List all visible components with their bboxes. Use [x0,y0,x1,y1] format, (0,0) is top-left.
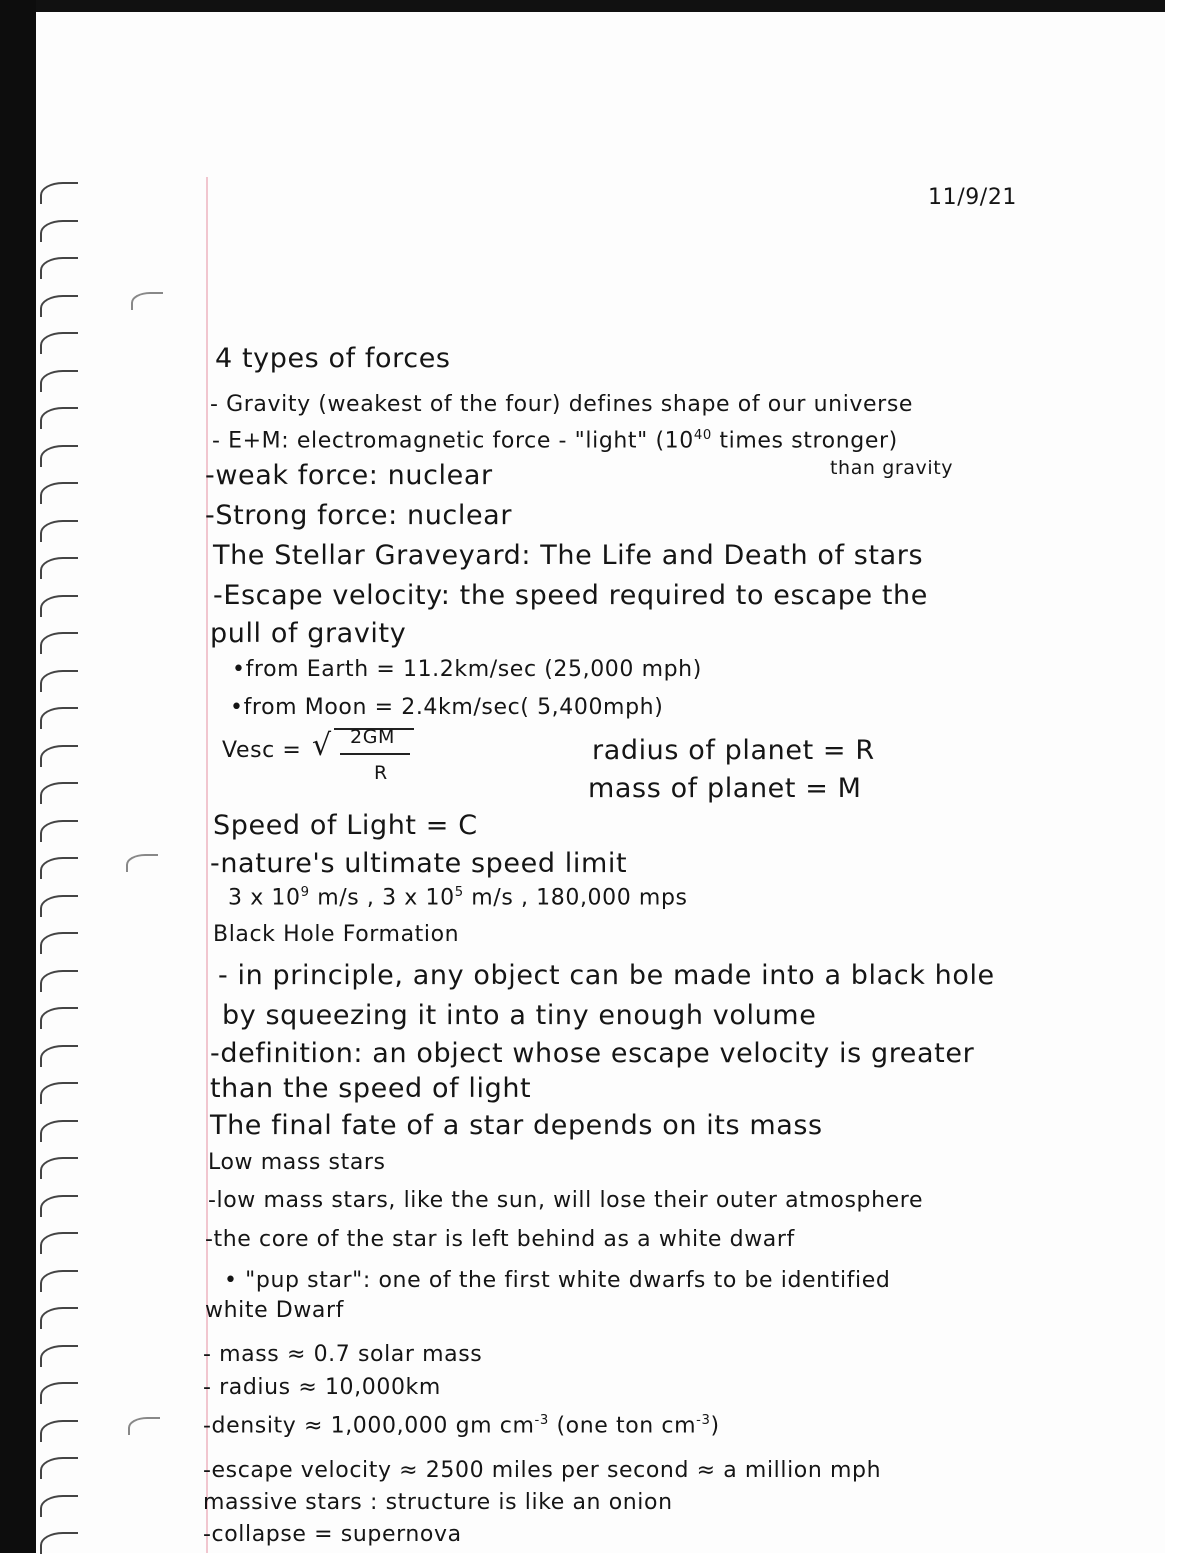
formula-lhs: Vesc = [222,738,302,763]
binding-hole [40,1120,78,1142]
binding-hole [40,632,78,654]
binding-hole [40,820,78,842]
binding-hole [40,445,78,467]
binding-mark [131,292,163,310]
note-line: - radius ≈ 10,000km [203,1375,441,1400]
note-line: - mass ≈ 0.7 solar mass [203,1342,483,1367]
binding-hole [40,557,78,579]
note-line: massive stars : structure is like an onion [203,1490,673,1515]
binding-hole [40,1232,78,1254]
sqrt-sign: √ [312,728,332,763]
binding-hole [40,1157,78,1179]
binding-hole [40,1532,78,1554]
formula-denominator: R [374,762,388,784]
binding-hole [40,1457,78,1479]
note-line: -low mass stars, like the sun, will lose their outer atmosphere [208,1188,924,1213]
note-line: -nature's ultimate speed limit [210,848,628,879]
binding-hole [40,895,78,917]
binding-hole [40,257,78,279]
scan-left-edge [0,0,36,1553]
binding-mark [128,1417,160,1435]
binding-hole [40,295,78,317]
note-line: Black Hole Formation [213,922,460,947]
binding-hole [40,1045,78,1067]
note-line: Low mass stars [208,1150,386,1175]
note-line: • "pup star": one of the first white dwarfs to be identified [224,1268,891,1293]
binding-hole [40,1007,78,1029]
binding-hole [40,482,78,504]
binding-hole [40,1345,78,1367]
note-line: -Escape velocity: the speed required to escape the [213,580,928,611]
binding-hole [40,1195,78,1217]
note-line: -collapse = supernova [203,1522,462,1547]
binding-hole [40,370,78,392]
binding-hole [40,670,78,692]
note-line: by squeezing it into a tiny enough volume [222,1000,817,1031]
note-line: •from Earth = 11.2km/sec (25,000 mph) [232,657,702,682]
note-line: -density ≈ 1,000,000 gm $cm^{-3}$ (one ton $cm^{-3}$) [203,1413,720,1439]
note-line: -Strong force: nuclear [205,500,513,531]
note-line: Speed of Light = C [213,810,478,841]
binding-hole [40,1495,78,1517]
note-line: 4 types of forces [215,343,451,374]
binding-hole [40,1382,78,1404]
fraction-line [340,753,410,755]
spiral-binding [36,182,96,1562]
note-line: 3 x $10^9$ m/s , 3 x $10^5$ m/s , 180,000 mps [228,885,688,911]
binding-hole [40,745,78,767]
binding-hole [40,1420,78,1442]
note-line: -the core of the star is left behind as a white dwarf [205,1227,795,1252]
binding-hole [40,970,78,992]
note-line: white Dwarf [205,1298,345,1323]
binding-hole [40,1270,78,1292]
binding-hole [40,1307,78,1329]
note-line: - Gravity (weakest of the four) defines shape of our universe [210,392,914,417]
note-line: - E+M: electromagnetic force - "light" ($10^{40}$ times stronger) [212,428,898,454]
note-line: -definition: an object whose escape velocity is greater [210,1038,975,1069]
binding-hole [40,857,78,879]
binding-hole [40,520,78,542]
formula-numerator: 2GM [350,726,396,748]
binding-hole [40,782,78,804]
note-line: mass of planet = M [588,773,862,804]
scan-right-edge [1165,0,1200,1553]
binding-hole [40,1082,78,1104]
note-line: -escape velocity ≈ 2500 miles per second ≈ a million mph [203,1458,882,1483]
note-line: •from Moon = 2.4km/sec( 5,400mph) [230,695,664,720]
date: 11/9/21 [928,185,1018,210]
note-line: than gravity [830,457,954,479]
binding-hole [40,182,78,204]
note-line: than the speed of light [210,1073,532,1104]
note-line: radius of planet = R [592,735,875,766]
note-line: The Stellar Graveyard: The Life and Death of stars [213,540,924,571]
binding-hole [40,932,78,954]
binding-hole [40,707,78,729]
binding-hole [40,407,78,429]
binding-mark [126,854,158,872]
note-line: - in principle, any object can be made into a black hole [218,960,995,991]
note-line: The final fate of a star depends on its mass [210,1110,823,1141]
binding-hole [40,220,78,242]
binding-hole [40,332,78,354]
binding-hole [40,595,78,617]
scan-top-edge [0,0,1165,12]
note-line: -weak force: nuclear [205,460,493,491]
note-line: pull of gravity [210,618,407,649]
